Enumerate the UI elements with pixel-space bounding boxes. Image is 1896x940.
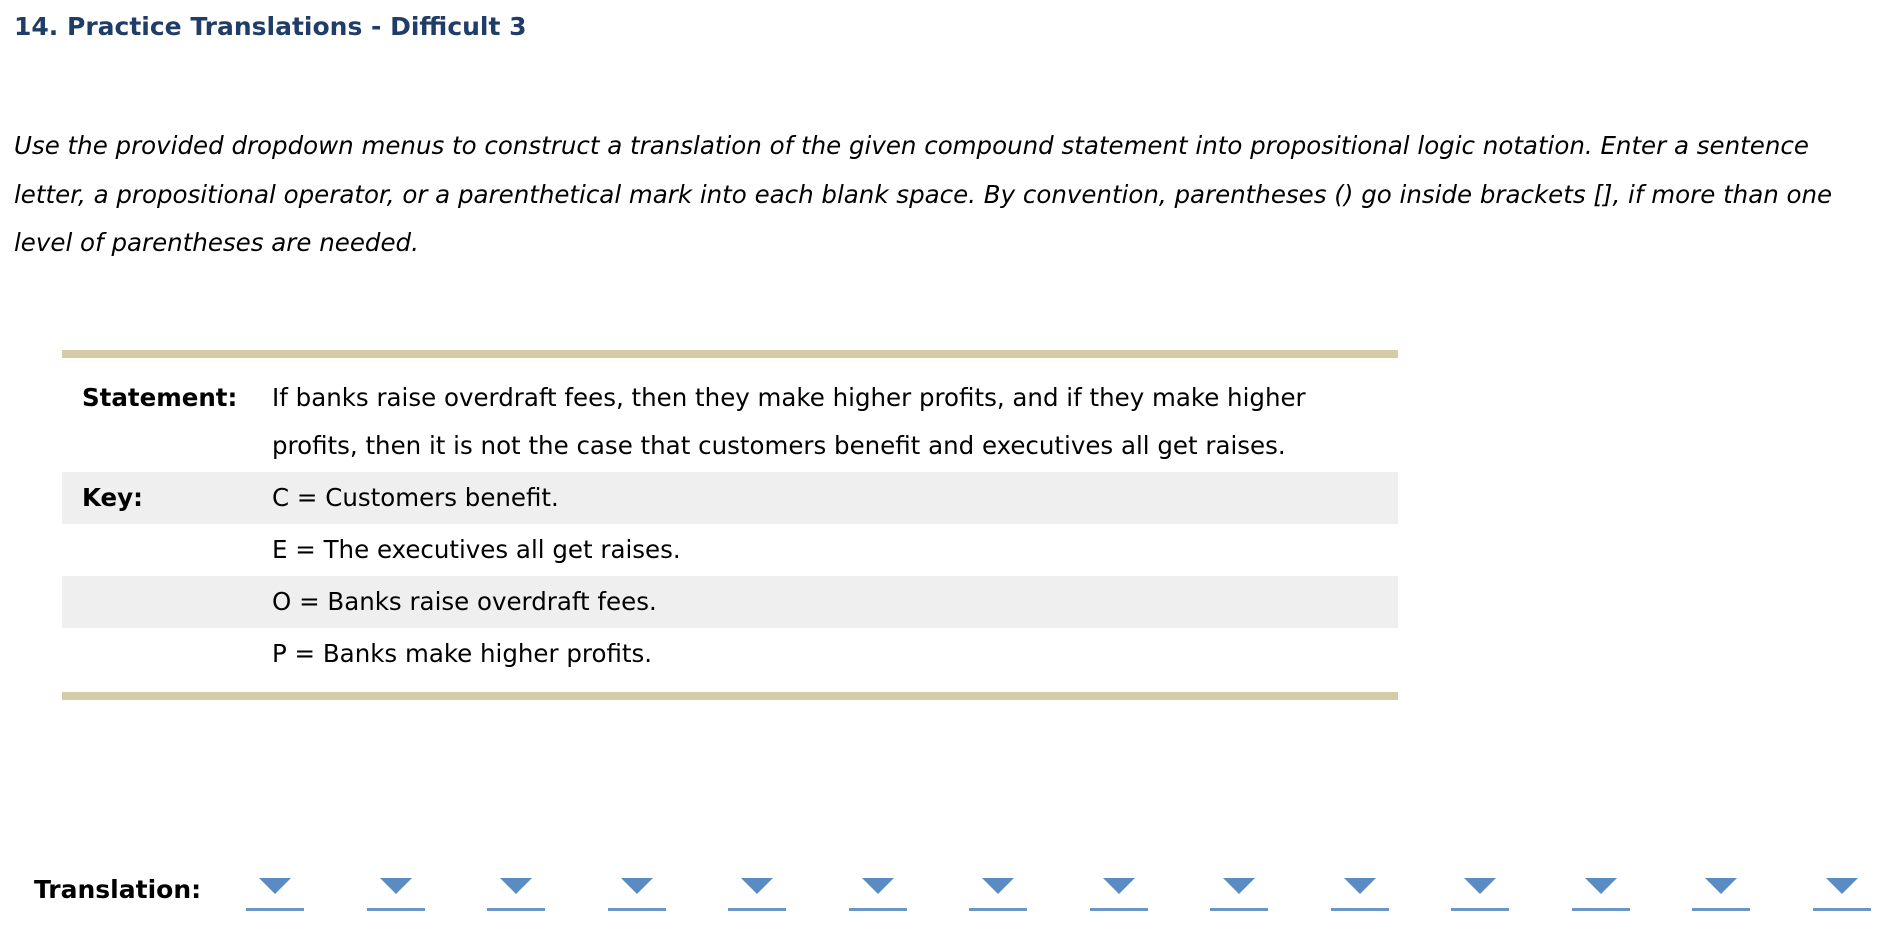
translation-dropdown[interactable]: [1572, 878, 1630, 911]
key-item: P = Banks make higher profits.: [272, 639, 653, 668]
caret-down-icon: [982, 878, 1014, 894]
caret-down-icon: [1705, 878, 1737, 894]
key-row: [62, 472, 1398, 524]
statement-label: Statement:: [82, 383, 238, 412]
translation-dropdown[interactable]: [608, 878, 666, 911]
translation-dropdown[interactable]: [728, 878, 786, 911]
statement-row: [62, 374, 1398, 472]
translation-dropdown[interactable]: [1090, 878, 1148, 911]
caret-down-icon: [741, 878, 773, 894]
key-item: C = Customers benefit.: [272, 483, 559, 512]
key-item: O = Banks raise overdraft fees.: [272, 587, 657, 616]
statement-key-table: [62, 350, 1398, 700]
caret-down-icon: [862, 878, 894, 894]
translation-dropdown[interactable]: [849, 878, 907, 911]
translation-label: Translation:: [34, 875, 202, 904]
translation-dropdown[interactable]: [1692, 878, 1750, 911]
translation-dropdown[interactable]: [487, 878, 545, 911]
translation-row: [34, 868, 1884, 918]
key-row: [62, 524, 1398, 576]
caret-down-icon: [1585, 878, 1617, 894]
translation-dropdown[interactable]: [1451, 878, 1509, 911]
caret-down-icon: [259, 878, 291, 894]
caret-down-icon: [380, 878, 412, 894]
instructions: Use the provided dropdown menus to construct a translation of the given compound statement into propositional logic notation. Enter a sentence letter, a propositional operator, or a parenthetical mark into each blank space. By convention, parentheses () go inside brackets [], if more than one level of parentheses are needed.: [14, 131, 1833, 257]
caret-down-icon: [1223, 878, 1255, 894]
translation-dropdown[interactable]: [246, 878, 304, 911]
translation-dropdown[interactable]: [1331, 878, 1389, 911]
caret-down-icon: [1826, 878, 1858, 894]
key-row: [62, 628, 1398, 680]
caret-down-icon: [621, 878, 653, 894]
caret-down-icon: [1344, 878, 1376, 894]
translation-dropdown[interactable]: [1813, 878, 1871, 911]
key-item: E = The executives all get raises.: [272, 535, 681, 564]
key-label: Key:: [82, 483, 143, 512]
caret-down-icon: [1464, 878, 1496, 894]
page-title: 14. Practice Translations - Difficult 3: [14, 12, 527, 41]
statement-text: If banks raise overdraft fees, then they make higher profits, and if they make higher profits, then it is not the case that customers benefit and executives all get raises.: [272, 383, 1306, 460]
translation-dropdown[interactable]: [367, 878, 425, 911]
translation-dropdown[interactable]: [1210, 878, 1268, 911]
translation-dropdown[interactable]: [969, 878, 1027, 911]
caret-down-icon: [1103, 878, 1135, 894]
caret-down-icon: [500, 878, 532, 894]
key-row: [62, 576, 1398, 628]
